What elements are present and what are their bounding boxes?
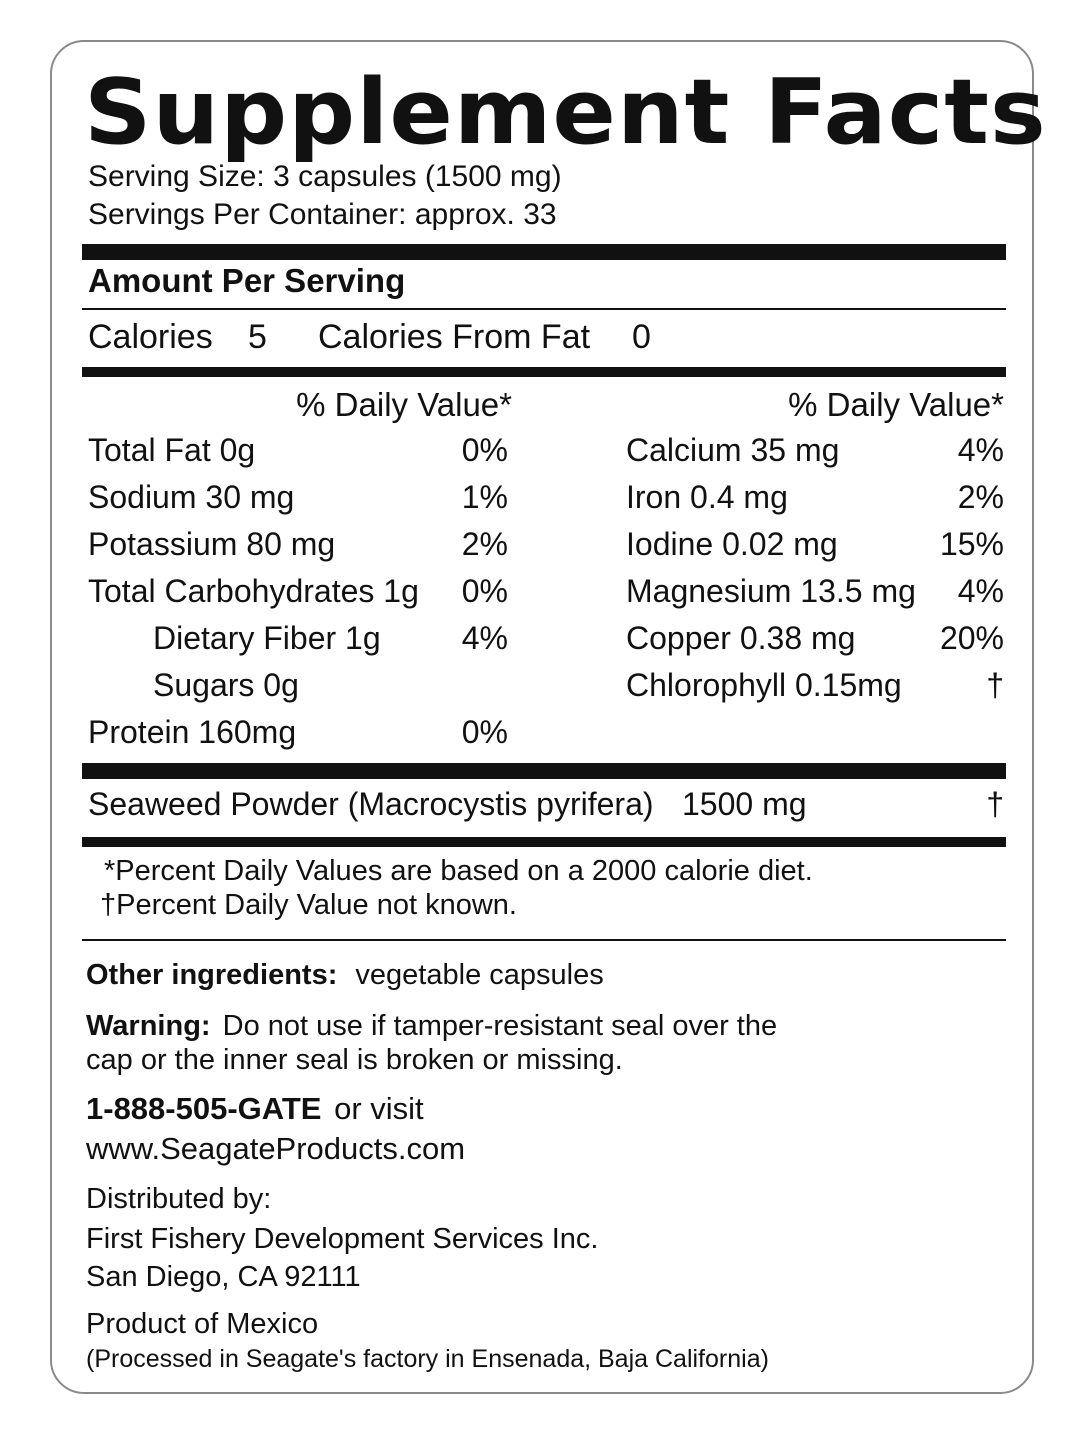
or-visit-text: or visit xyxy=(334,1091,424,1126)
divider-medium xyxy=(82,837,1006,847)
distributed-by-label: Distributed by: xyxy=(86,1183,272,1215)
nutrient-dv: 15% xyxy=(939,526,1004,562)
nutrient-name: Dietary Fiber 1g xyxy=(153,620,381,656)
nutrient-name: Potassium 80 mg xyxy=(88,526,336,562)
divider-medium xyxy=(82,367,1006,377)
divider-thin xyxy=(82,308,1006,310)
footnote-dagger: †Percent Daily Value not known. xyxy=(100,889,517,921)
nutrient-name: Total Fat 0g xyxy=(88,432,256,468)
nutrient-name: Chlorophyll 0.15mg xyxy=(626,667,902,703)
warning-label: Warning: xyxy=(86,1010,211,1042)
other-ingredients xyxy=(86,959,604,992)
daily-value-header-right: % Daily Value* xyxy=(788,386,1004,423)
distributor-address: San Diego, CA 92111 xyxy=(86,1261,361,1293)
warning-line-1 xyxy=(86,1010,777,1043)
nutrient-dv: 4% xyxy=(957,432,1004,468)
contact-line xyxy=(86,1091,424,1127)
seaweed-ingredient-dv: † xyxy=(986,786,1004,822)
nutrient-name: Protein 160mg xyxy=(88,714,297,750)
nutrient-name: Iodine 0.02 mg xyxy=(626,526,838,562)
nutrient-name: Sodium 30 mg xyxy=(88,479,295,515)
serving-size: Serving Size: 3 capsules (1500 mg) xyxy=(88,160,562,193)
nutrient-name: Total Carbohydrates 1g xyxy=(88,573,419,609)
distributor-name: First Fishery Development Services Inc. xyxy=(86,1223,599,1255)
nutrient-dv: 2% xyxy=(957,479,1004,515)
divider-thick xyxy=(82,763,1006,779)
warning-text: Do not use if tamper-resistant seal over the xyxy=(222,1010,778,1042)
panel-title: Supplement Facts xyxy=(84,60,1047,165)
nutrient-name: Iron 0.4 mg xyxy=(626,479,788,515)
divider-thin xyxy=(82,939,1006,941)
calories-from-fat-label: Calories From Fat xyxy=(318,318,591,356)
nutrient-name: Sugars 0g xyxy=(153,667,299,703)
nutrient-name: Magnesium 13.5 mg xyxy=(626,573,916,609)
nutrient-dv: 20% xyxy=(939,620,1004,656)
amount-per-serving-heading: Amount Per Serving xyxy=(88,262,406,299)
nutrient-dv: 0% xyxy=(461,714,508,750)
warning-line-2: cap or the inner seal is broken or missing. xyxy=(86,1044,623,1076)
processing-note: (Processed in Seagate's factory in Ensenada, Baja California) xyxy=(86,1345,769,1373)
nutrient-dv: 1% xyxy=(461,479,508,515)
calories-value: 5 xyxy=(248,318,267,356)
other-ingredients-label: Other ingredients: xyxy=(86,959,338,991)
nutrient-name: Copper 0.38 mg xyxy=(626,620,856,656)
nutrient-dv: 0% xyxy=(461,573,508,609)
calories-label: Calories xyxy=(88,318,213,356)
footnote-daily-values: *Percent Daily Values are based on a 2000 calorie diet. xyxy=(104,855,813,887)
nutrient-dv: 4% xyxy=(461,620,508,656)
servings-per-container: Servings Per Container: approx. 33 xyxy=(88,198,557,231)
other-ingredients-value: vegetable capsules xyxy=(355,959,604,991)
nutrient-dv: 2% xyxy=(461,526,508,562)
nutrient-dv: 4% xyxy=(957,573,1004,609)
calories-from-fat-value: 0 xyxy=(632,318,651,356)
phone-number: 1-888-505-GATE xyxy=(86,1091,322,1126)
daily-value-header-left: % Daily Value* xyxy=(296,386,512,423)
seaweed-ingredient-amount: 1500 mg xyxy=(682,786,807,822)
nutrient-name: Calcium 35 mg xyxy=(626,432,840,468)
divider-thick xyxy=(82,244,1006,260)
country-of-origin: Product of Mexico xyxy=(86,1308,319,1340)
nutrient-dv: 0% xyxy=(461,432,508,468)
nutrient-dv: † xyxy=(986,667,1004,703)
seaweed-ingredient-name: Seaweed Powder (Macrocystis pyrifera) xyxy=(88,786,654,822)
website-link[interactable]: www.SeagateProducts.com xyxy=(86,1131,466,1166)
